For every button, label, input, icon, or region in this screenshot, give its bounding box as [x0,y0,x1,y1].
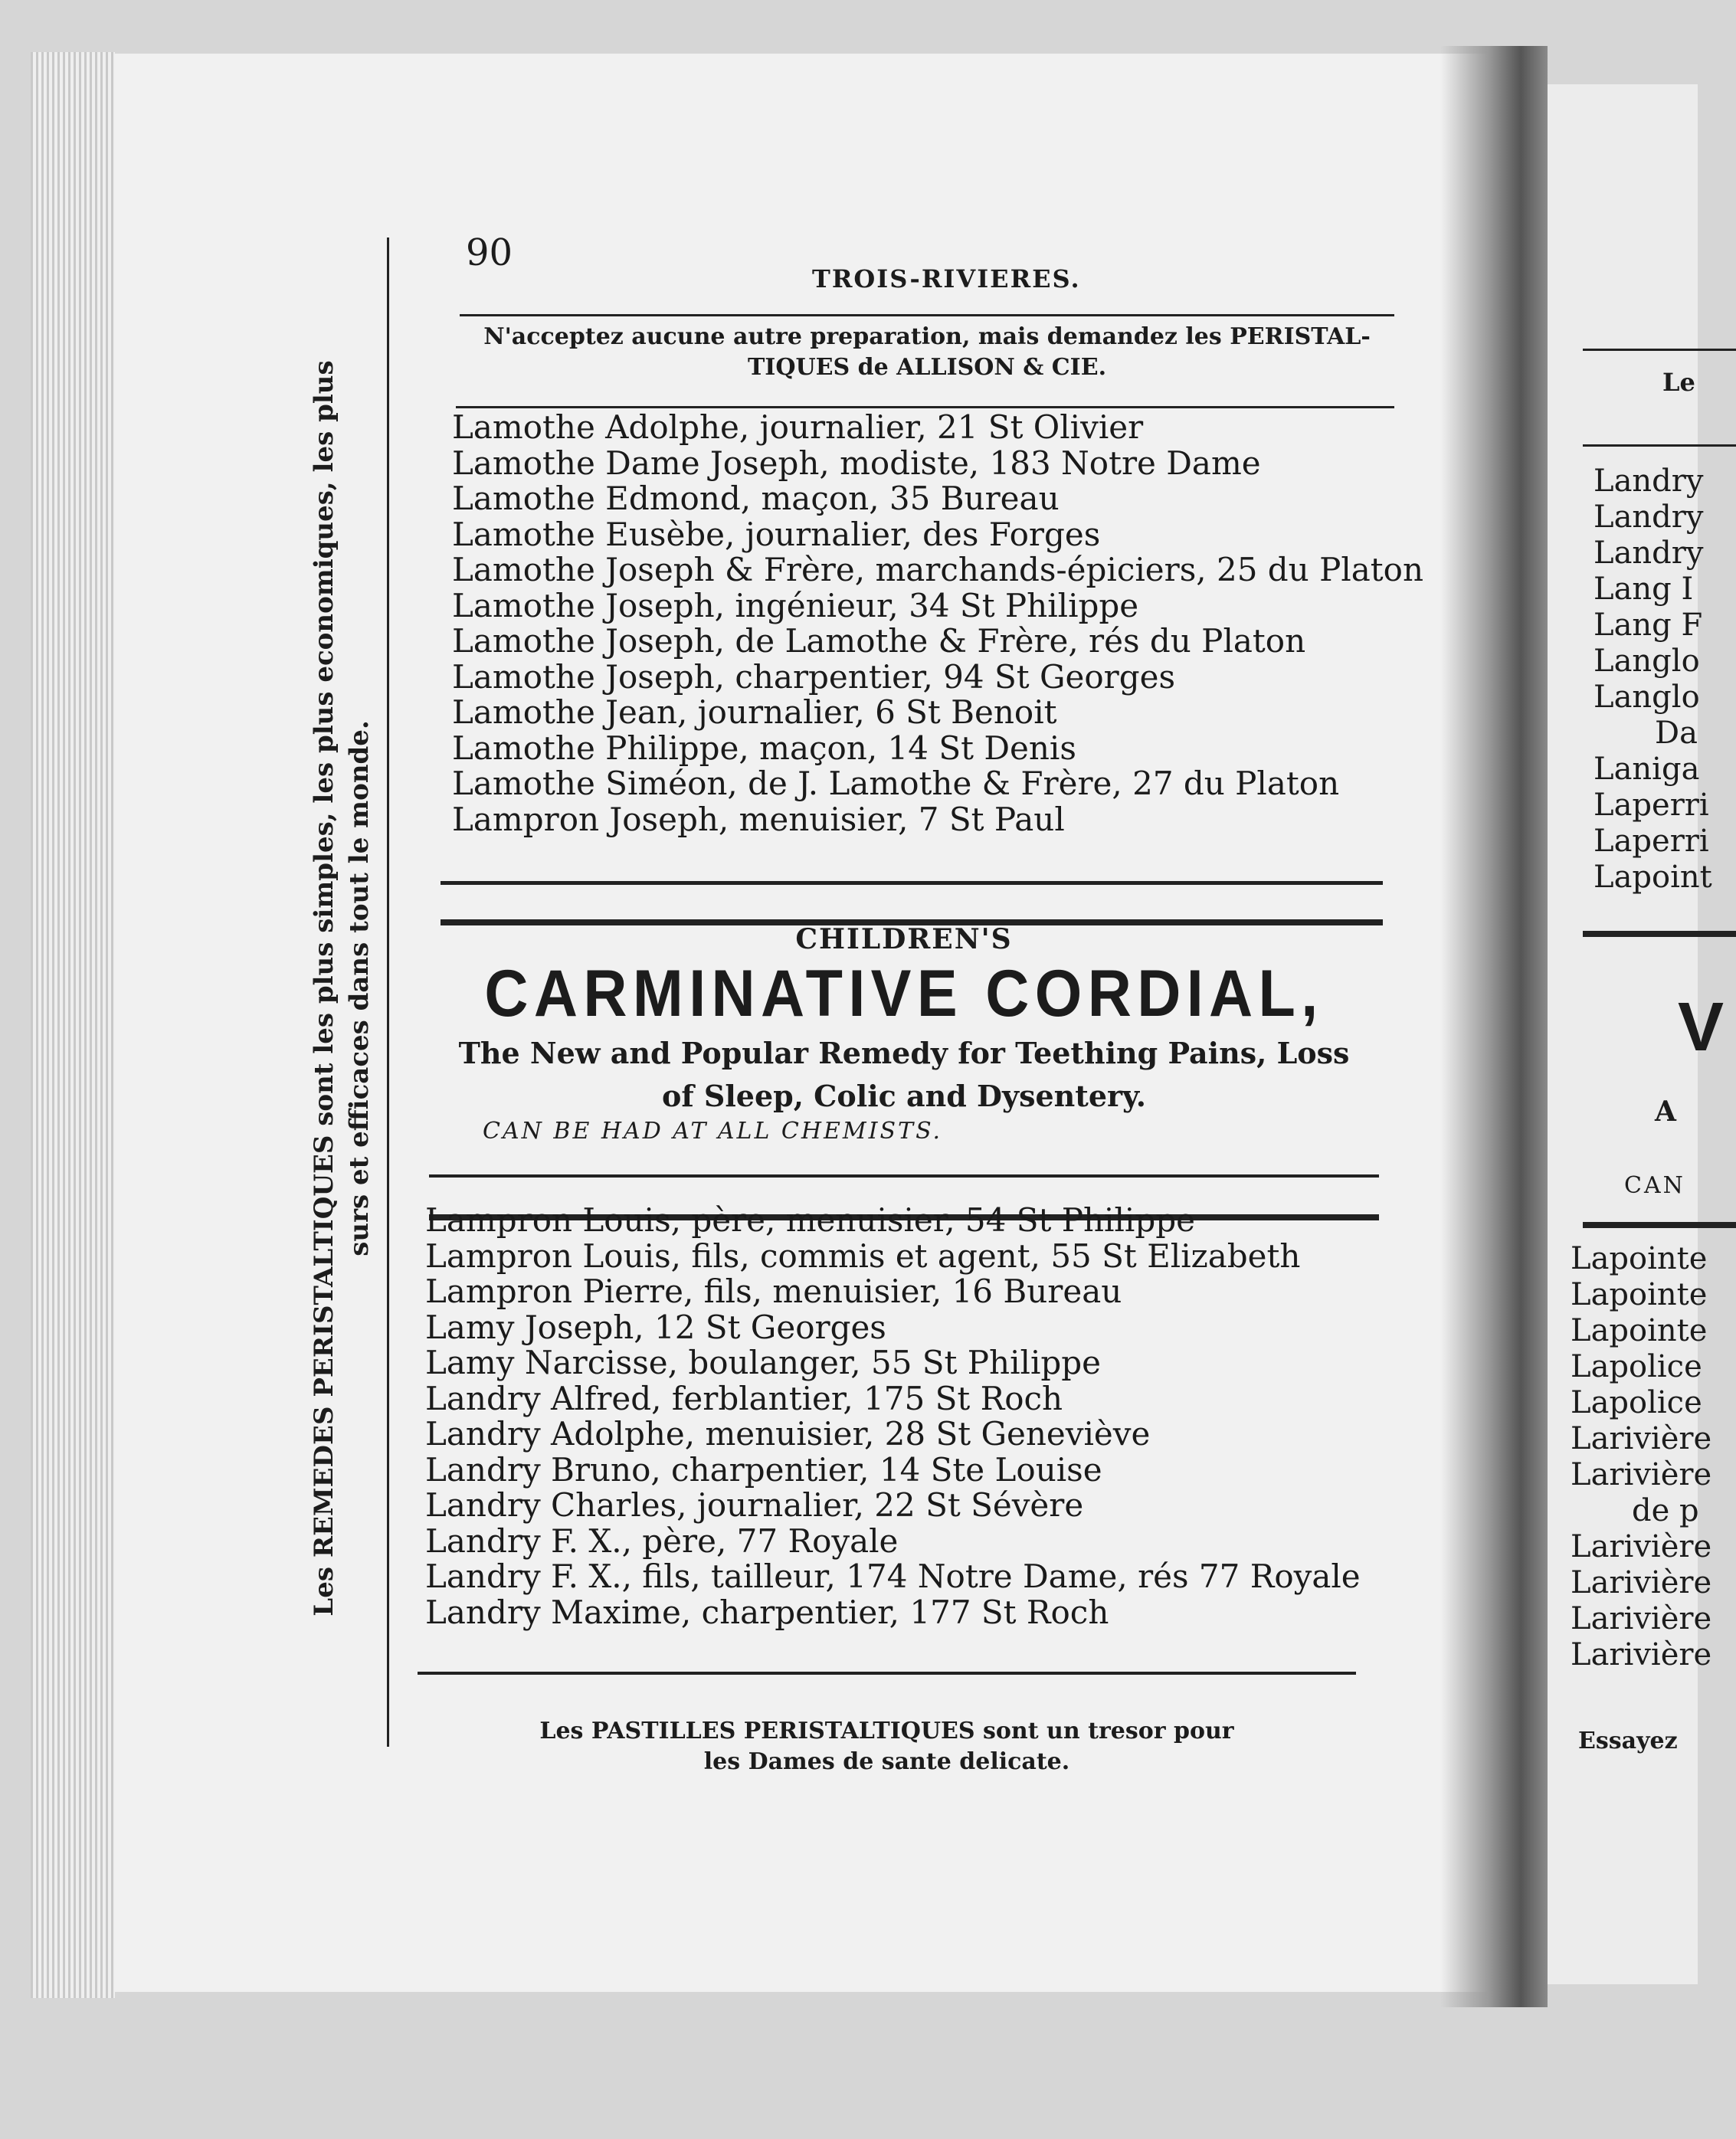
adjacent-entry-fragment: Landry [1594,464,1704,499]
page-stack-edge [31,52,115,1998]
adjacent-entry-fragment: Lapoint [1594,860,1712,895]
directory-listing-bottom [425,1203,1390,1630]
adjacent-entry-fragment: Langlo [1594,680,1700,715]
adjacent-entry-fragment: Lapointe [1571,1277,1708,1312]
running-head: TROIS-RIVIERES. [812,264,1081,293]
margin-rule [387,237,389,1747]
directory-entry: Lampron Louis, fils, commis et agent, 55 St Elizabeth [425,1237,1301,1275]
adjacent-entry-fragment: Laniga [1594,752,1700,787]
adjacent-footer-fragment: Essayez [1578,1728,1678,1754]
carminative-advert [421,923,1387,1145]
adjacent-entry-fragment: Lapointe [1571,1241,1708,1276]
top-notice-line-1: N'acceptez aucune autre preparation, mais demandez les PERISTAL- [483,323,1371,350]
directory-entry: Lamothe Joseph, charpentier, 94 St Georges [452,657,1176,696]
adjacent-entry-fragment: Landry [1594,500,1704,535]
adjacent-entry-fragment: de p [1632,1493,1699,1528]
directory-entry: Landry Alfred, ferblantier, 175 St Roch [425,1379,1063,1417]
advert-sub-line-1: The New and Popular Remedy for Teething Pains, Loss [458,1036,1350,1070]
adjacent-rule [1583,1222,1736,1228]
advert-note: CAN BE HAD AT ALL CHEMISTS. [483,1118,943,1145]
adjacent-entry-fragment: Landry [1594,536,1704,571]
side-ad-line-1: Les REMEDES PERISTALTIQUES sont les plus simples, les plus economiques, les plus [309,360,339,1617]
top-notice-line-2: TIQUES de ALLISON & CIE. [747,354,1107,381]
bottom-notice [418,1716,1356,1777]
directory-entry: Lampron Louis, père, menuisier, 54 St Philippe [425,1201,1195,1239]
adjacent-entry-fragment: Laperri [1594,824,1709,859]
adjacent-entry-fragment: Larivière [1571,1601,1712,1636]
adjacent-entry-fragment: Lapolice [1571,1385,1702,1420]
adjacent-entry-fragment: Larivière [1571,1457,1712,1492]
adjacent-entry-fragment: Larivière [1571,1565,1712,1600]
adjacent-entry-fragment: Laperri [1594,788,1709,823]
side-ad-line-2: surs et efficaces dans tout le monde. [344,720,375,1256]
top-notice [460,322,1394,383]
adjacent-entry-fragment: Lang I [1594,572,1694,607]
directory-entry: Lamy Joseph, 12 St Georges [425,1308,886,1346]
directory-entry: Lamy Narcisse, boulanger, 55 St Philippe [425,1344,1101,1381]
directory-entry: Lamothe Jean, journalier, 6 St Benoit [452,693,1057,731]
directory-entry: Lamothe Eusèbe, journalier, des Forges [452,515,1101,553]
header-rule [460,314,1394,316]
directory-entry: Lamothe Joseph, de Lamothe & Frère, rés du Platon [452,622,1306,660]
bottom-notice-line-2: les Dames de sante delicate. [703,1748,1070,1775]
footer-rule [418,1672,1356,1675]
adjacent-entry-fragment: Lapolice [1571,1349,1702,1384]
directory-entry: Lamothe Siméon, de J. Lamothe & Frère, 27 du Platon [452,765,1340,802]
directory-entry: Lamothe Joseph, ingénieur, 34 St Philippe [452,586,1139,624]
adjacent-entry-fragment: Lang F [1594,608,1703,643]
adjacent-rule [1583,349,1736,351]
directory-entry: Landry Charles, journalier, 22 St Sévère [425,1486,1084,1524]
adjacent-entry-fragment: Langlo [1594,644,1700,679]
adjacent-entry-fragment: Da [1655,716,1698,751]
adjacent-ad-fragment: CAN [1624,1172,1685,1199]
directory-entry: Lamothe Joseph & Frère, marchands-épiciers, 25 du Platon [452,551,1424,588]
directory-entry: Lampron Pierre, fils, menuisier, 16 Bureau [425,1273,1122,1310]
side-advertisement [306,260,377,1716]
bottom-notice-line-1: Les PASTILLES PERISTALTIQUES sont un tresor pour [539,1718,1234,1744]
advert-headline: CARMINATIVE CORDIAL, [484,957,1324,1030]
advert-sub-line-2: of Sleep, Colic and Dysentery. [662,1079,1146,1113]
advert-kicker: CHILDREN'S [795,923,1013,955]
adjacent-entry-fragment: Larivière [1571,1637,1712,1672]
directory-entry: Lamothe Philippe, maçon, 14 St Denis [452,729,1076,767]
double-rule-mid-a [429,1174,1379,1178]
directory-entry: Landry Adolphe, menuisier, 28 St Geneviève [425,1415,1151,1453]
directory-entry: Lampron Joseph, menuisier, 7 St Paul [452,800,1065,838]
directory-entry: Lamothe Edmond, maçon, 35 Bureau [452,480,1060,517]
directory-entry: Landry F. X., fils, tailleur, 174 Notre Dame, rés 77 Royale [425,1558,1361,1595]
adjacent-ad-fragment: V [1678,989,1725,1066]
directory-entry: Landry F. X., père, 77 Royale [425,1522,899,1560]
adjacent-entry-fragment: Larivière [1571,1529,1712,1564]
adjacent-page [1540,84,1725,1984]
adjacent-entry-fragment: Larivière [1571,1421,1712,1456]
double-rule-top-a [441,881,1383,885]
adjacent-head-fragment: Le [1662,368,1695,397]
directory-entry: Landry Maxime, charpentier, 177 St Roch [425,1593,1109,1631]
directory-entry: Landry Bruno, charpentier, 14 Ste Louise [425,1450,1102,1489]
adjacent-rule [1583,931,1736,937]
adjacent-rule [1583,444,1736,447]
directory-listing-top [452,408,1424,838]
directory-entry: Lamothe Dame Joseph, modiste, 183 Notre Dame [452,444,1261,482]
page-number: 90 [466,231,513,274]
adjacent-ad-fragment: A [1655,1096,1676,1128]
adjacent-entry-fragment: Lapointe [1571,1313,1708,1348]
directory-entry: Lamothe Adolphe, journalier, 21 St Olivier [452,408,1144,446]
book-gutter [1440,46,1548,2007]
